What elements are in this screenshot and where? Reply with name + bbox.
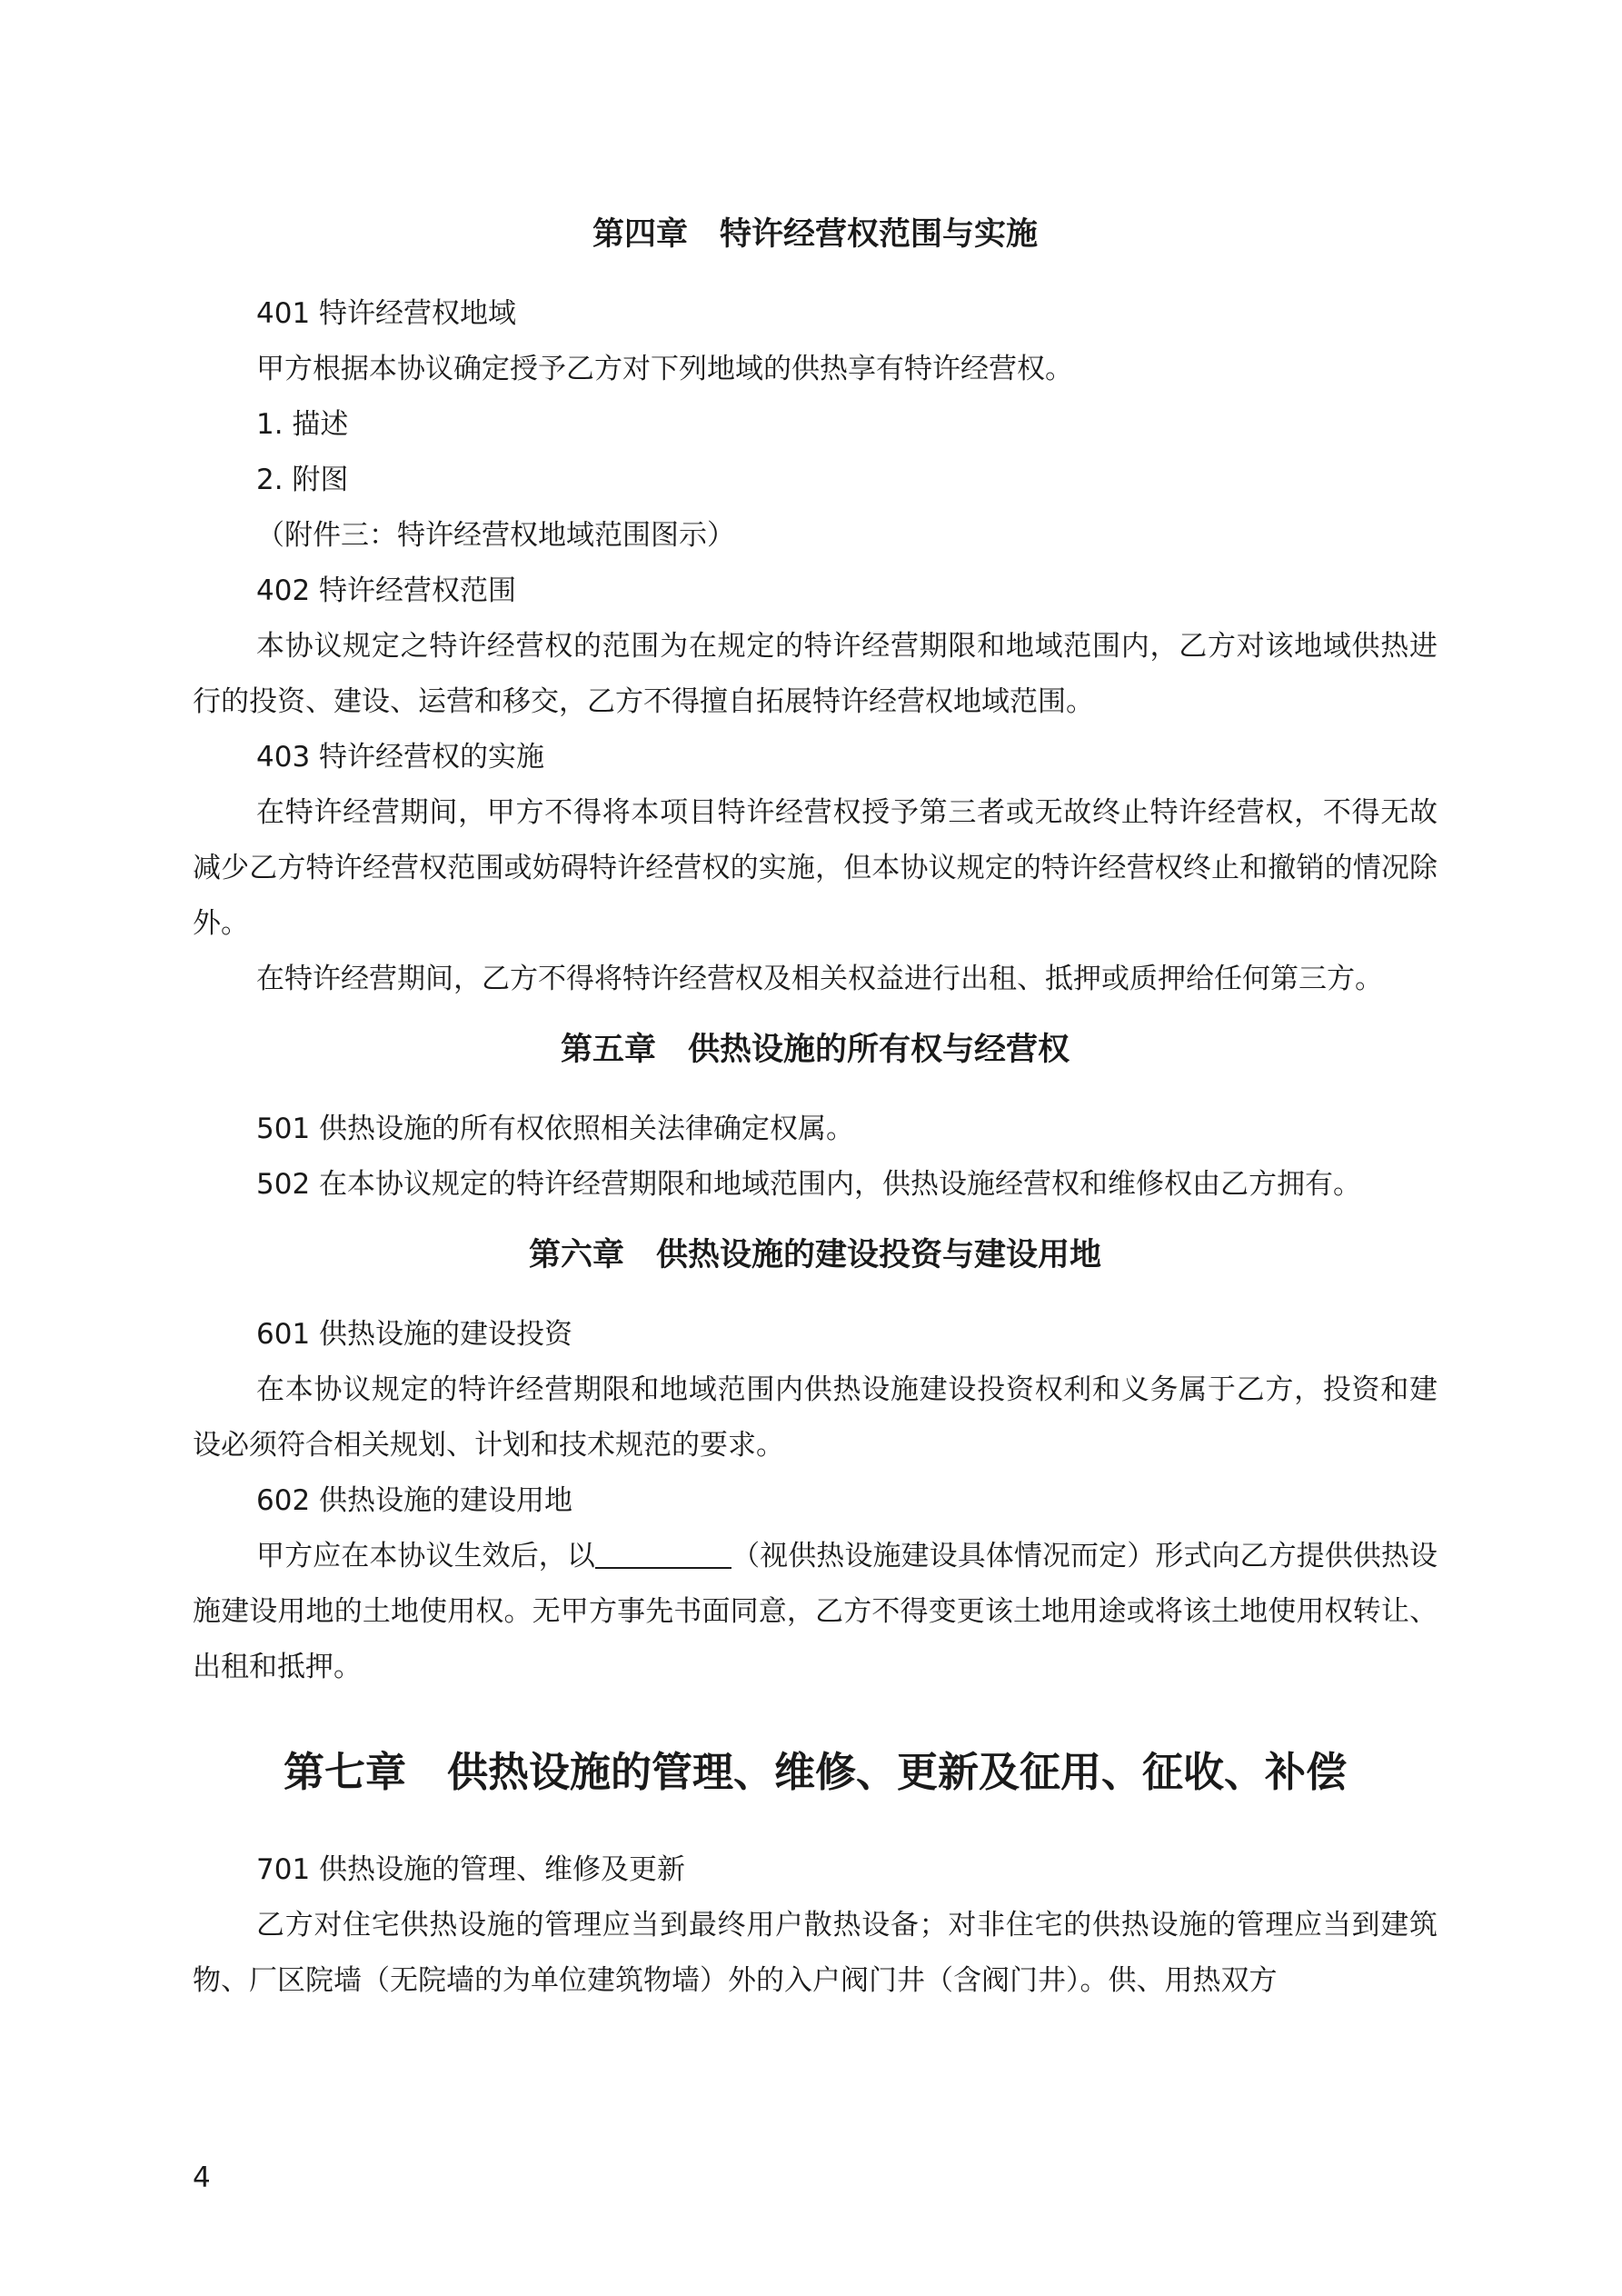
section-601-heading: 601 供热设施的建设投资 <box>256 1318 573 1351</box>
section-501-text: 501 供热设施的所有权依照相关法律确定权属。 <box>256 1113 855 1145</box>
section-602-text <box>193 1529 1438 1695</box>
section-401-text: 甲方根据本协议确定授予乙方对下列地域的供热享有特许经营权。 <box>256 353 1073 385</box>
section-403-text-1: 在特许经营期间，甲方不得将本项目特许经营权授予第三者或无故终止特许经营权，不得无故减少乙方特许经营权范围或妨碍特许经营权的实施，但本协议规定的特许经营权终止和撤销的情况除外。 <box>193 796 1438 940</box>
chapter-6-title: 第六章 供热设施的建设投资与建设用地 <box>528 1237 1101 1273</box>
chapter-5-title: 第五章 供热设施的所有权与经营权 <box>560 1032 1070 1068</box>
page-number: 4 <box>193 2161 211 2194</box>
section-601-text: 在本协议规定的特许经营期限和地域范围内供热设施建设投资权利和义务属于乙方，投资和建设必须符合相关规划、计划和技术规范的要求。 <box>193 1373 1438 1462</box>
chapter-7-title: 第七章 供热设施的管理、维修、更新及征用、征收、补偿 <box>283 1748 1347 1796</box>
section-701-heading: 701 供热设施的管理、维修及更新 <box>256 1853 686 1886</box>
section-502-text: 502 在本协议规定的特许经营期限和地域范围内，供热设施经营权和维修权由乙方拥有。 <box>256 1168 1362 1201</box>
section-403-text-2: 在特许经营期间，乙方不得将特许经营权及相关权益进行出租、抵押或质押给任何第三方。 <box>256 963 1383 995</box>
section-401-item-1: 1. 描述 <box>256 408 349 441</box>
section-402-text: 本协议规定之特许经营权的范围为在规定的特许经营期限和地域范围内，乙方对该地域供热进行的投资、建设、运营和移交，乙方不得擅自拓展特许经营权地域范围。 <box>193 630 1438 718</box>
section-602-text-after: （视供热设施建设具体情况而定）形式向乙方提供供热设施建设用地的土地使用权。无甲方事先书面同意，乙方不得变更该土地用途或将该土地使用权转让、出租和抵押。 <box>193 1540 1438 1683</box>
section-701-text: 乙方对住宅供热设施的管理应当到最终用户散热设备；对非住宅的供热设施的管理应当到建筑物、厂区院墙（无院墙的为单位建筑物墙）外的入户阀门井（含阀门井）。供、用热双方 <box>193 1909 1438 1997</box>
section-602-text-before: 甲方应在本协议生效后，以 <box>256 1540 595 1572</box>
section-602-heading: 602 供热设施的建设用地 <box>256 1484 573 1517</box>
section-402-heading: 402 特许经营权范围 <box>256 574 517 607</box>
section-401-note: （附件三：特许经营权地域范围图示） <box>256 519 735 552</box>
section-401-heading: 401 特许经营权地域 <box>256 297 517 330</box>
fill-in-blank <box>595 1540 731 1569</box>
page-content <box>193 207 1438 2009</box>
section-403-heading: 403 特许经营权的实施 <box>256 741 545 774</box>
section-401-item-2: 2. 附图 <box>256 464 349 496</box>
chapter-4-title: 第四章 特许经营权范围与实施 <box>592 216 1038 253</box>
